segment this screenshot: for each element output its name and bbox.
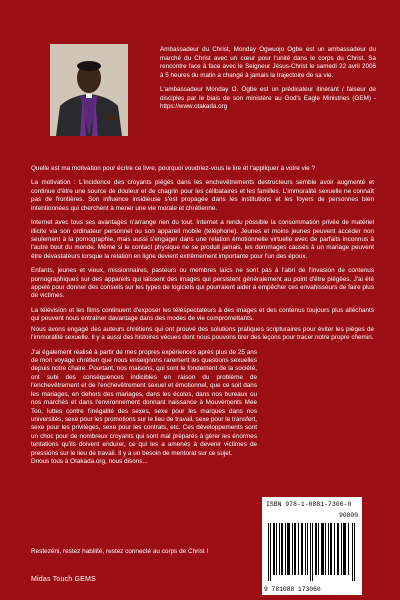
body-paragraph-end: Dnous tous à Otakada.org, nous disons... xyxy=(31,458,148,466)
body-paragraph: Internet avec tous ses avantages n'arrange rien du tout. Internet a rendu possible la consommation privée de matériel illicite via son ordinateur personnel ou son appareil mobile (téléphone). Jeunes et moins jeunes peuvent accéder non seulement à la pornographie, mais aussi s'engager dans une relation émotionnelle virtuelle avec de parfaits inconnus à l'autre bout du monde. Même si le contact physique ne se produit jamais, les dommages causés à un mariage peuvent être dévastateurs lorsque la relation en ligne devient extrêmement importante pour l'un des époux. xyxy=(31,219,374,260)
author-photo xyxy=(50,44,128,136)
body-paragraph: Enfants, jeunes et vieux, missionnaires, pasteurs ou membres laïcs ne sont pas à l'abri de l'invasion de contenus pornographiques sur des appareils qui laissent des images qui persistent généralement au point d'être piégées. J'ai été appelé pour donner des conseils sur les types de logiciels qui pourraient aider à empêcher ces envahisseurs de faire plus de victimes. xyxy=(31,267,374,300)
author-bio xyxy=(160,46,376,118)
bio-paragraph: L'ambassadeur Monday O. Ogbe est un prédicateur itinérant / faiseur de disciples par le biais de son ministère au God's Eagle Ministries (GEM) - https://www.otakada.org xyxy=(160,86,376,110)
body-paragraph: Nous avons engagé des auteurs chrétiens qui ont prouvé des solutions pratiques scripturaires pour éviter les pièges de l'immoralité sexuelle. Il y a aussi des histoires vécues dont nous pouvons tirer des leçons pour tracer notre propre chemin. xyxy=(31,325,374,342)
publisher-name: Midas Touch GEMS xyxy=(31,576,96,583)
body-paragraph: J'ai également réalisé à partir de mes propres expériences après plus de 25 ans de mon voyage chrétien que nous enseignons rarement les questions sexuelles depuis notre chaire. Pourtant, nos maisons, qui sont le fondement de la société, ont subi des conséquences indicibles en raison du problème de l'enchevêtrement et de l'enchevêtrement sexuel et émotionnel, que ce soit dans les mariages, en dehors des mariages, dans les écoles, dans nos bureaux ou nos marchés et dans l'environnement donnant naissance à Mouvements Mee Too, luttes contre l'inégalité des sexes, sexe pour les marques dans nos universités, sexe pour les promotions sur le lieu de travail, sexe pour le transfert, sexe pour les privilèges, sexe pour les contrats, etc. Ces développements sont un choc pour de nombreux croyants qui sont mal préparés à gérer les énormes tentations qu'ils doivent endurer, ce qui les a amenés à devenir victimes de pressions sur le lieu de travail. Il y a un besoin de mentorat sur ce sujet. xyxy=(31,348,258,457)
bio-paragraph: Ambassadeur du Christ, Monday Ogwuojo Ogbe est un ambassadeur du marché du Christ avec un cœur pour l'unité dans le corps du Christ. Sa rencontre face à face avec le Seigneur Jésus-Christ le samedi 22 avril 2006 à 5 heures du matin a changé à jamais la trajectoire de sa vie. xyxy=(160,46,376,79)
isbn-label: ISBN 978-1-0881-7306-0 xyxy=(266,501,352,508)
isbn-barcode xyxy=(262,497,362,595)
back-cover-text xyxy=(31,165,374,467)
closing-line: Restezéni, restez habilité, restez connecté au corps de Christ ! xyxy=(31,548,209,555)
barcode-addon: 90000 xyxy=(339,512,358,519)
ean-number: 9 781088 173060 xyxy=(264,586,321,593)
motivation-question: Quelle est ma motivation pour écrire ce livre, pourquoi voudriez-vous le lire et l'appliquer à votre vie ? xyxy=(31,165,315,172)
body-paragraph: La motivation : L'incidence des croyants piégés dans les enchevêtrements destructeurs semble avoir augmenté et continue d'être une source de douleur et de chagrin pour les célibataires et les familles. L'immoralité sexuelle ne connaît pas de frontières. Son influence insidieuse s'est propagée dans les institutions et les foyers de personnes bien intentionnées qui cherchent à mener une vie morale et chrétienne. xyxy=(31,179,374,212)
body-paragraph: La télévision et les films continuent d'exposer les téléspectateurs à des images et des contenus toujours plus alléchants qui peuvent nous entraîner davantage dans des modes de vie compromettants. xyxy=(31,306,374,323)
barcode-bars xyxy=(268,523,356,581)
